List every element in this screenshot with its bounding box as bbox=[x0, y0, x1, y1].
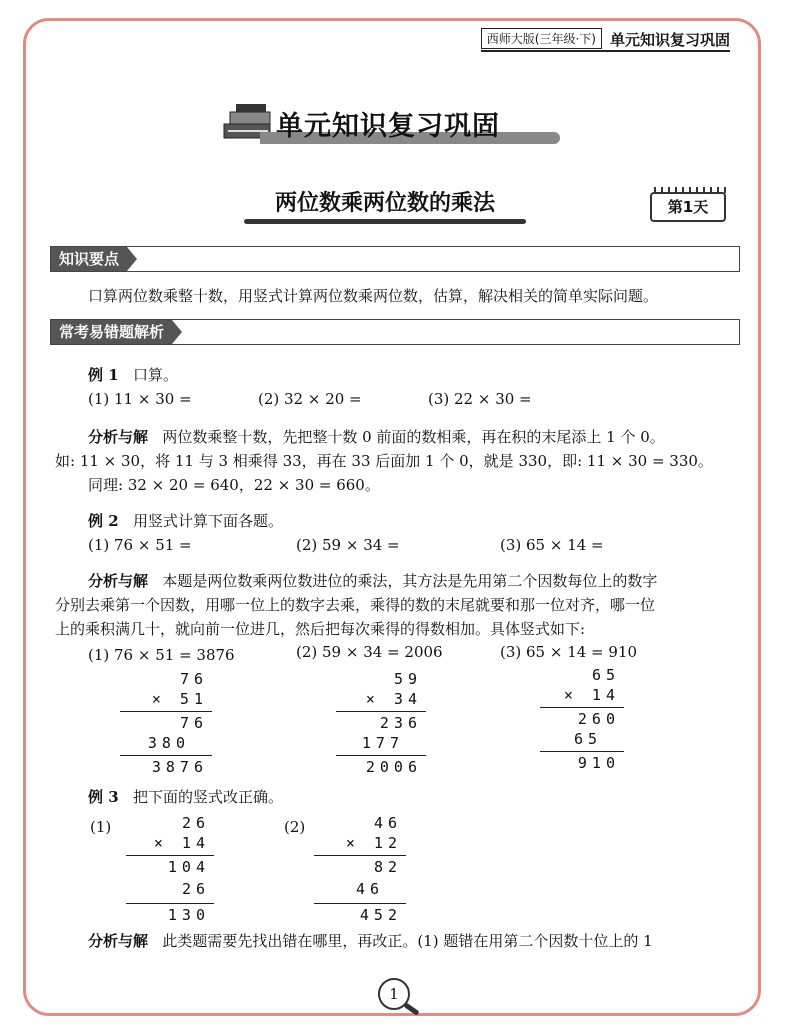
vc-row: 452 bbox=[359, 906, 402, 924]
vc-row: 46 bbox=[373, 814, 402, 832]
ex1-analysis-text-1: 两位数乘整十数，先把整十数 0 前面的数相乘，再在积的末尾添上 1 个 0。 bbox=[162, 428, 665, 446]
vc-row: 2006 bbox=[365, 758, 422, 776]
example-2-label: 例 2 bbox=[88, 512, 119, 530]
vc-row: 26 bbox=[181, 880, 210, 898]
vc-rule bbox=[126, 903, 214, 904]
vc-row: 46 bbox=[355, 880, 384, 898]
page-number bbox=[378, 978, 416, 1010]
page-number-value: 1 bbox=[378, 978, 410, 1010]
example-3-prompt: 把下面的竖式改正确。 bbox=[132, 788, 283, 806]
ex1-analysis-line-2: 如: 11 × 30，将 11 与 3 相乘得 33，再在 33 后面加 1 个 0，就是 330，即: 11 × 30 = 330。 bbox=[55, 452, 713, 470]
running-header-title: 单元知识复习巩固 bbox=[609, 31, 730, 49]
ex1-analysis-line-1 bbox=[88, 426, 665, 447]
ex1-item-2: (2) 32 × 20 = bbox=[258, 390, 362, 408]
vc-rule bbox=[120, 711, 212, 712]
vc-row: 910 bbox=[577, 754, 620, 772]
vc-row: 130 bbox=[167, 906, 210, 924]
vc-row: 3876 bbox=[151, 758, 208, 776]
lesson-title-underline bbox=[244, 219, 526, 224]
example-1-prompt: 口算。 bbox=[132, 366, 178, 384]
ex2-analysis-line-2: 分别去乘第一个因数，用哪一位上的数字去乘，乘得的数的末尾就要和那一位对齐，哪一位 bbox=[55, 596, 656, 614]
vc-row: × 34 bbox=[365, 690, 422, 708]
ex1-analysis-label: 分析与解 bbox=[88, 428, 149, 446]
vc-rule bbox=[314, 903, 406, 904]
lesson-title: 两位数乘两位数的乘法 bbox=[274, 191, 495, 216]
section-mistakes-label: 常考易错题解析 bbox=[51, 320, 172, 344]
section-knowledge-label: 知识要点 bbox=[51, 247, 127, 271]
vc-row: 76 bbox=[179, 670, 208, 688]
vc-rule bbox=[120, 755, 212, 756]
vc-row: × 12 bbox=[345, 834, 402, 852]
banner-title: 单元知识复习巩固 bbox=[276, 111, 500, 142]
vc-rule bbox=[336, 755, 426, 756]
ex1-item-1: (1) 11 × 30 = bbox=[88, 390, 192, 408]
ex2-analysis-label: 分析与解 bbox=[88, 572, 149, 590]
vc-row: 59 bbox=[393, 670, 422, 688]
vc-row: 104 bbox=[167, 858, 210, 876]
vc-rule bbox=[126, 855, 214, 856]
vc-rule bbox=[540, 707, 624, 708]
ex3-analysis-line-1 bbox=[88, 930, 653, 951]
ex2-answer-1: (1) 76 × 51 = 3876 bbox=[88, 646, 235, 664]
example-3-label: 例 3 bbox=[88, 788, 119, 806]
example-2-prompt: 用竖式计算下面各题。 bbox=[132, 512, 283, 530]
ex2-analysis-line-3: 上的乘积满几十，就向前一位进几，然后把每次乘得的得数相加。具体竖式如下: bbox=[55, 620, 586, 638]
vc-row: 177 bbox=[361, 734, 404, 752]
unit-banner bbox=[220, 102, 570, 146]
ex2-answer-2: (2) 59 × 34 = 2006 bbox=[296, 643, 443, 661]
vc-rule bbox=[540, 751, 624, 752]
vc-row: 82 bbox=[373, 858, 402, 876]
vc-rule bbox=[336, 711, 426, 712]
ex3-item-1: (1) bbox=[90, 818, 112, 836]
example-2 bbox=[88, 510, 283, 531]
example-3 bbox=[88, 786, 283, 807]
ex2-analysis-text-1: 本题是两位数乘两位数进位的乘法，其方法是先用第二个因数每位上的数字 bbox=[162, 572, 658, 590]
example-1 bbox=[88, 364, 178, 385]
vc-row: × 51 bbox=[151, 690, 208, 708]
example-1-label: 例 1 bbox=[88, 366, 119, 384]
ex2-item-1: (1) 76 × 51 = bbox=[88, 536, 192, 554]
vc-row: 26 bbox=[181, 814, 210, 832]
ex1-analysis-line-3: 同理: 32 × 20 = 640，22 × 30 = 660。 bbox=[88, 476, 380, 494]
vc-rule bbox=[314, 855, 406, 856]
vc-row: 65 bbox=[573, 730, 602, 748]
running-header bbox=[481, 26, 730, 52]
section-knowledge bbox=[50, 246, 740, 272]
ex3-item-2: (2) bbox=[284, 818, 306, 836]
vc-row: × 14 bbox=[563, 686, 620, 704]
ex2-answer-3: (3) 65 × 14 = 910 bbox=[500, 643, 638, 661]
vc-row: 236 bbox=[379, 714, 422, 732]
series-label: 西师大版(三年级·下) bbox=[481, 28, 602, 49]
ex1-item-3: (3) 22 × 30 = bbox=[428, 390, 532, 408]
ex2-item-3: (3) 65 × 14 = bbox=[500, 536, 604, 554]
ex2-item-2: (2) 59 × 34 = bbox=[296, 536, 400, 554]
vc-row: 65 bbox=[591, 666, 620, 684]
knowledge-text: 口算两位数乘整十数，用竖式计算两位数乘两位数，估算，解决相关的简单实际问题。 bbox=[88, 287, 659, 305]
ex3-analysis-label: 分析与解 bbox=[88, 932, 149, 950]
vc-row: 76 bbox=[179, 714, 208, 732]
section-mistakes bbox=[50, 319, 740, 345]
ex2-analysis-line-1 bbox=[88, 570, 657, 591]
day-tag: 第1天 bbox=[650, 192, 726, 222]
vc-row: 380 bbox=[147, 734, 190, 752]
ex3-analysis-text-1: 此类题需要先找出错在哪里，再改正。(1) 题错在用第二个因数十位上的 1 bbox=[162, 932, 653, 950]
vc-row: × 14 bbox=[153, 834, 210, 852]
lesson-heading bbox=[230, 186, 540, 224]
vc-row: 260 bbox=[577, 710, 620, 728]
